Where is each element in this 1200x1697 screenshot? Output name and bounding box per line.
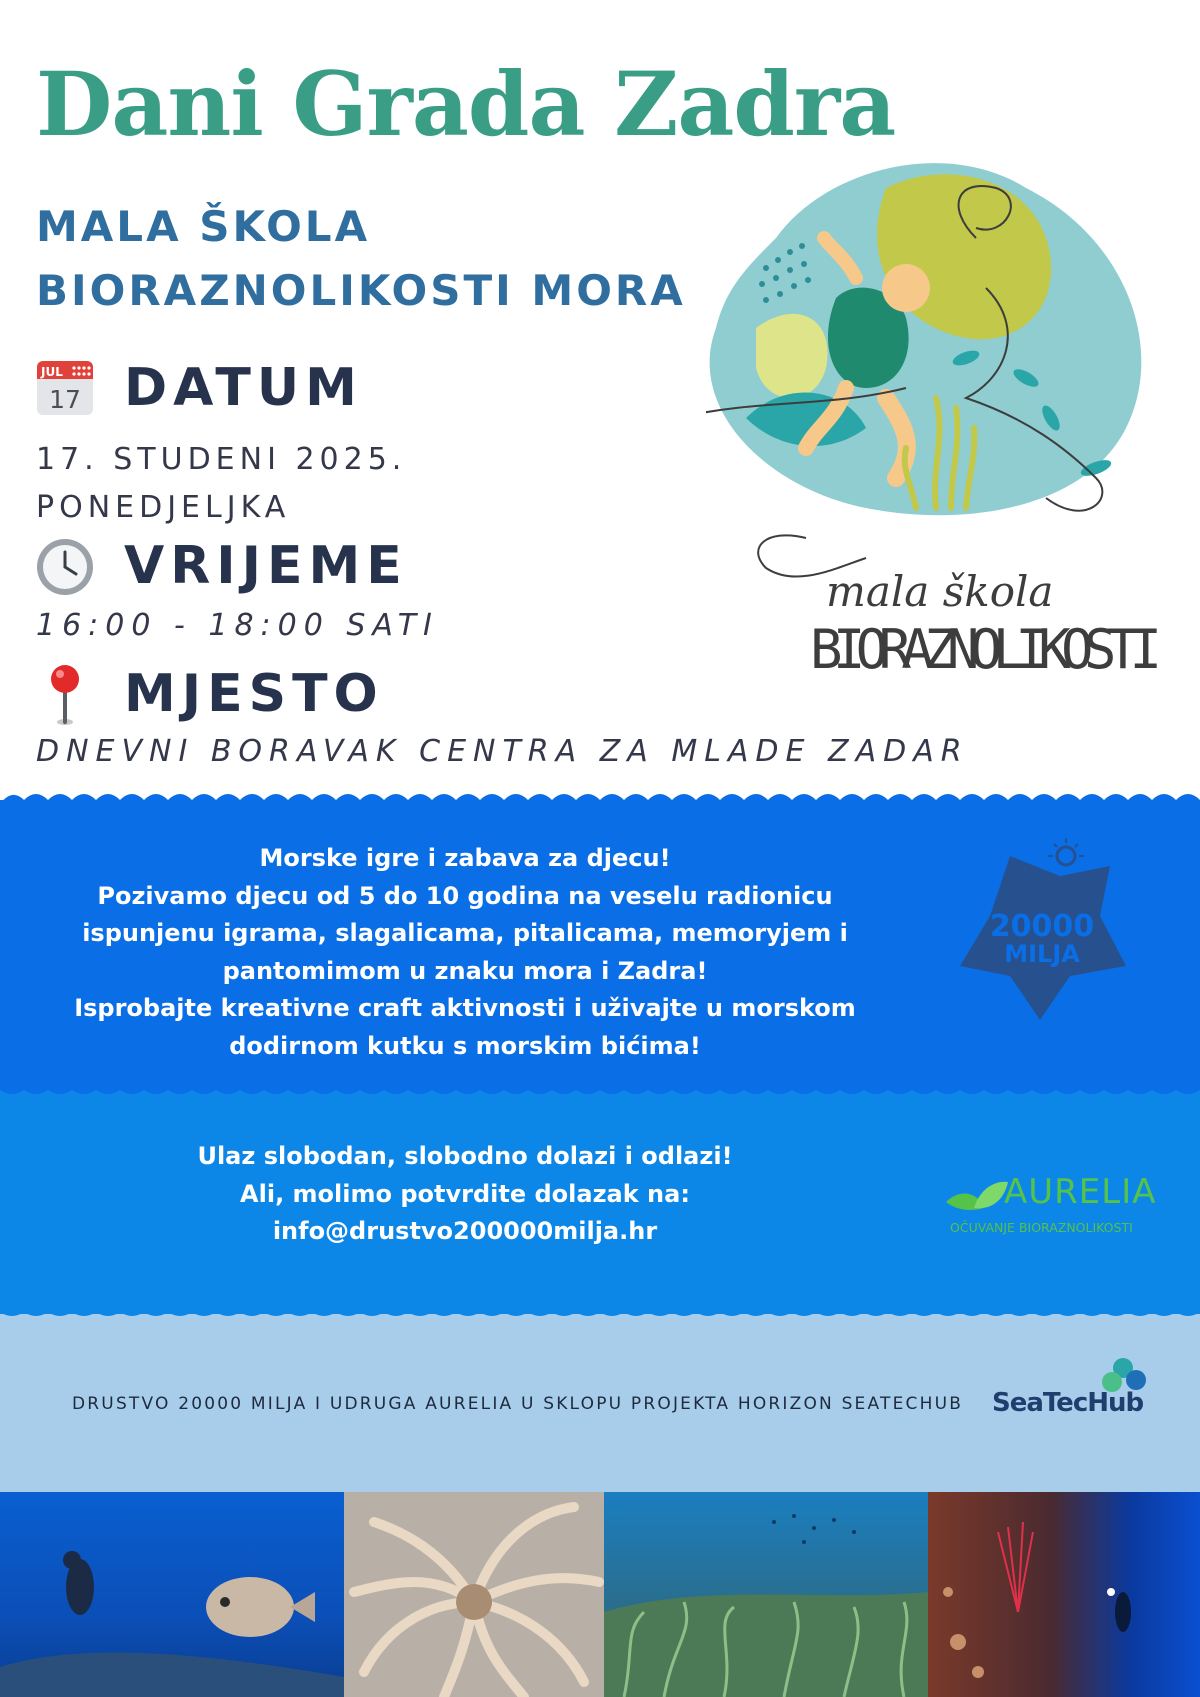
page-title: Dani Grada Zadra — [36, 52, 896, 156]
datum-date: 17. STUDENI 2025. — [36, 442, 407, 477]
mjesto-value: DNEVNI BORAVAK CENTRA ZA MLADE ZADAR — [36, 734, 969, 769]
aurelia-name: AURELIA — [1004, 1172, 1157, 1212]
description-text — [60, 840, 870, 1065]
entry-line: Ali, molimo potvrdite dolazak na: — [240, 1179, 690, 1208]
star-logo-word: MILJA — [1004, 940, 1080, 968]
description-line: Isprobajte kreativne craft aktivnosti i uživajte u morskom — [74, 994, 856, 1022]
20000-milja-logo — [950, 836, 1136, 1026]
wave-top — [0, 788, 1200, 804]
seatechhub-name: SeaTecHub — [992, 1388, 1144, 1418]
entry-text — [60, 1138, 870, 1251]
star-logo-number: 20000 — [989, 909, 1095, 944]
vrijeme-label: VRIJEME — [124, 536, 408, 596]
datum-label: DATUM — [124, 358, 363, 418]
seatechhub-logo — [988, 1356, 1148, 1438]
logo-line-1: mala škola — [826, 567, 1054, 616]
entry-line: Ulaz slobodan, slobodno dolazi i odlazi! — [197, 1142, 733, 1170]
aurelia-logo — [944, 1172, 1164, 1238]
description-line: dodirnom kutku s morskim bićima! — [229, 1031, 701, 1060]
calendar-day: 17 — [49, 385, 81, 414]
calendar-month: JUL — [41, 365, 63, 379]
location-pin-icon — [42, 664, 88, 726]
wave-bottom — [0, 1306, 1200, 1320]
description-line: pantomimom u znaku mora i Zadra! — [222, 956, 708, 985]
aurelia-tagline: OČUVANJE BIORAZNOLIKOSTI — [950, 1220, 1133, 1235]
photo-diver-fish — [0, 1492, 344, 1697]
vrijeme-value: 16:00 - 18:00 SATI — [36, 608, 439, 643]
subtitle-line-2: BIORAZNOLIKOSTI MORA — [36, 266, 686, 315]
photo-coral-diver — [928, 1492, 1200, 1697]
footer-text: DRUSTVO 20000 MILJA I UDRUGA AURELIA U SKLOPU PROJEKTA HORIZON SEATECHUB — [72, 1394, 964, 1414]
leaf-icon — [944, 1178, 1008, 1218]
datum-day: PONEDJELJKA — [36, 490, 291, 525]
photo-seagrass — [604, 1492, 928, 1697]
subtitle-line-1: MALA ŠKOLA — [36, 202, 371, 251]
mala-skola-logo — [706, 148, 1166, 688]
clock-icon — [36, 538, 94, 596]
photo-strip — [0, 1492, 1200, 1697]
description-line: Morske igre i zabava za djecu! — [259, 844, 671, 872]
mjesto-label: MJESTO — [124, 664, 384, 724]
description-line: ispunjenu igrama, slagalicama, pitalicama, memoryjem i — [82, 919, 848, 947]
contact-email[interactable]: info@drustvo200000milja.hr — [272, 1217, 658, 1245]
description-line: Pozivamo djecu od 5 do 10 godina na veselu radionicu — [97, 881, 833, 910]
logo-line-2: BIORAZNOLIKOSTI — [810, 618, 1162, 681]
photo-anemone — [344, 1492, 604, 1697]
calendar-icon — [36, 358, 94, 416]
wave-middle — [0, 1084, 1200, 1098]
